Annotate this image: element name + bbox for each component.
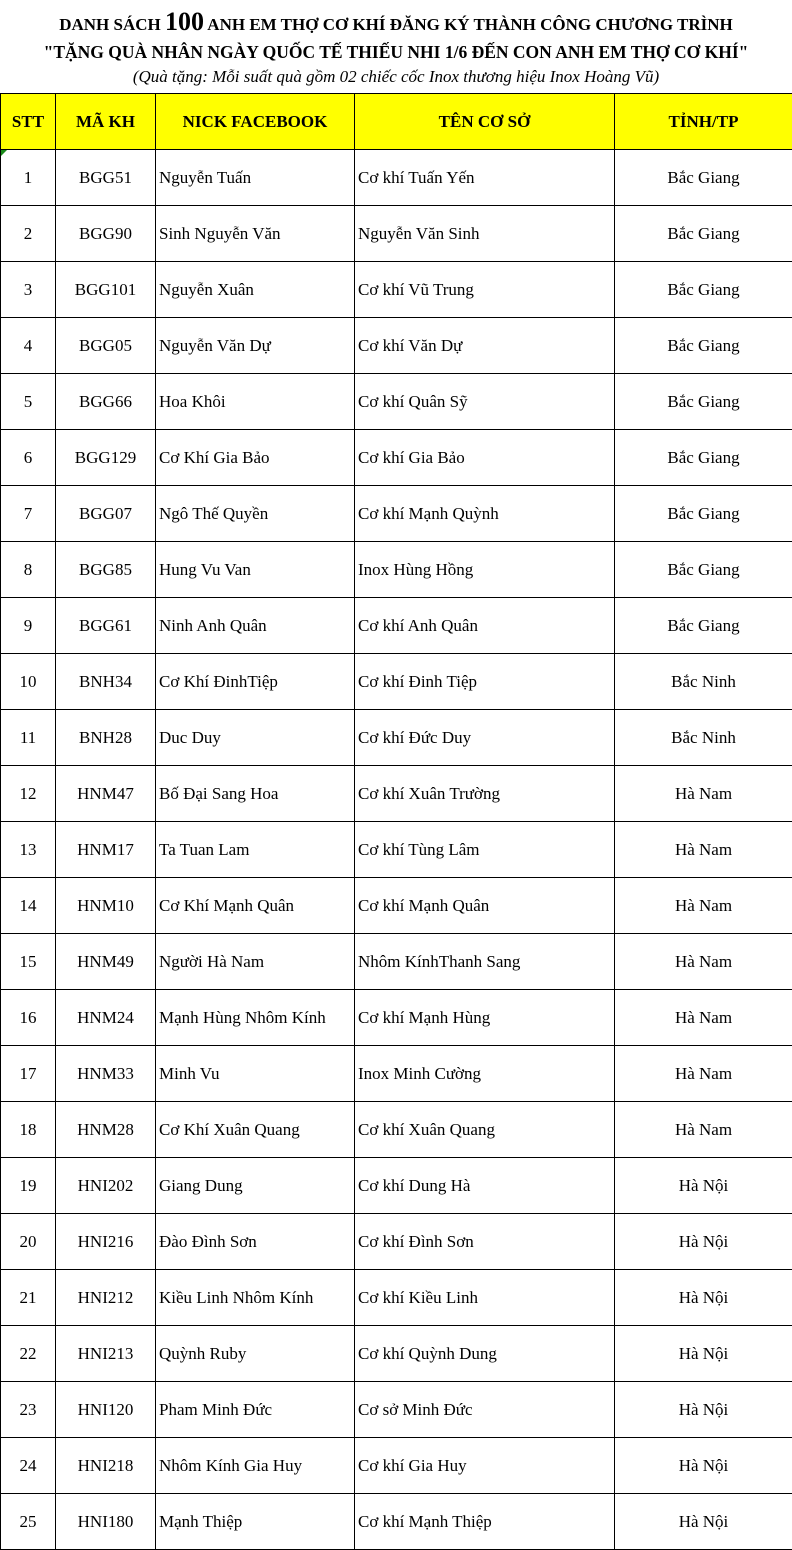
cell-tinh-tp: Bắc Giang <box>615 318 792 374</box>
cell-stt: 24 <box>1 1438 56 1494</box>
cell-tinh-tp: Bắc Giang <box>615 262 792 318</box>
column-header-ma-kh: MÃ KH <box>56 94 156 150</box>
cell-tinh-tp: Hà Nội <box>615 1214 792 1270</box>
cell-ten-co-so: Cơ khí Xuân Quang <box>355 1102 615 1158</box>
table-row <box>1 1494 792 1550</box>
cell-nick-facebook: Quỳnh Ruby <box>156 1326 355 1382</box>
cell-ma-kh: BGG51 <box>56 150 156 206</box>
cell-stt: 15 <box>1 934 56 990</box>
cell-ten-co-so: Cơ khí Tùng Lâm <box>355 822 615 878</box>
cell-tinh-tp: Bắc Giang <box>615 430 792 486</box>
table-row <box>1 598 792 654</box>
table-row <box>1 822 792 878</box>
table-row <box>1 262 792 318</box>
cell-nick-facebook: Ta Tuan Lam <box>156 822 355 878</box>
cell-nick-facebook: Người Hà Nam <box>156 934 355 990</box>
cell-tinh-tp: Hà Nội <box>615 1270 792 1326</box>
registration-table <box>0 93 792 1550</box>
cell-ten-co-so: Cơ khí Dung Hà <box>355 1158 615 1214</box>
cell-tinh-tp: Bắc Ninh <box>615 710 792 766</box>
cell-nick-facebook: Nhôm Kính Gia Huy <box>156 1438 355 1494</box>
cell-ma-kh: BGG07 <box>56 486 156 542</box>
cell-tinh-tp: Bắc Giang <box>615 598 792 654</box>
cell-ten-co-so: Cơ khí Quỳnh Dung <box>355 1326 615 1382</box>
cell-stt: 21 <box>1 1270 56 1326</box>
cell-ten-co-so: Nhôm KínhThanh Sang <box>355 934 615 990</box>
table-row <box>1 878 792 934</box>
table-row <box>1 1438 792 1494</box>
cell-tinh-tp: Bắc Giang <box>615 486 792 542</box>
cell-ma-kh: BGG66 <box>56 374 156 430</box>
cell-ma-kh: HNI213 <box>56 1326 156 1382</box>
cell-nick-facebook: Pham Minh Đức <box>156 1382 355 1438</box>
table-row <box>1 990 792 1046</box>
cell-ten-co-so: Cơ khí Gia Bảo <box>355 430 615 486</box>
cell-stt: 14 <box>1 878 56 934</box>
title-line-2: "TẶNG QUÀ NHÂN NGÀY QUỐC TẾ THIẾU NHI 1/6 ĐẾN CON ANH EM THỢ CƠ KHÍ" <box>43 42 749 62</box>
cell-ma-kh: BGG90 <box>56 206 156 262</box>
cell-stt: 16 <box>1 990 56 1046</box>
cell-tinh-tp: Hà Nam <box>615 934 792 990</box>
cell-ten-co-so: Cơ khí Đức Duy <box>355 710 615 766</box>
title-line-1-prefix: DANH SÁCH <box>59 15 165 34</box>
cell-tinh-tp: Hà Nội <box>615 1494 792 1550</box>
column-header-tinh-tp: TỈNH/TP <box>615 94 792 150</box>
cell-stt: 11 <box>1 710 56 766</box>
cell-ma-kh: BGG85 <box>56 542 156 598</box>
cell-ma-kh: BGG61 <box>56 598 156 654</box>
cell-ten-co-so: Cơ khí Gia Huy <box>355 1438 615 1494</box>
cell-ten-co-so: Cơ khí Mạnh Quân <box>355 878 615 934</box>
table-row <box>1 1382 792 1438</box>
cell-nick-facebook: Hoa Khôi <box>156 374 355 430</box>
cell-stt: 13 <box>1 822 56 878</box>
cell-ten-co-so: Nguyễn Văn Sinh <box>355 206 615 262</box>
column-header-stt: STT <box>1 94 56 150</box>
cell-tinh-tp: Hà Nam <box>615 990 792 1046</box>
title-count: 100 <box>165 7 204 36</box>
table-row <box>1 1102 792 1158</box>
table-row <box>1 1046 792 1102</box>
column-header-nick-facebook: NICK FACEBOOK <box>156 94 355 150</box>
cell-tinh-tp: Hà Nội <box>615 1326 792 1382</box>
cell-ma-kh: HNI218 <box>56 1438 156 1494</box>
cell-ten-co-so: Cơ khí Anh Quân <box>355 598 615 654</box>
table-row <box>1 150 792 206</box>
title-line-1-suffix: ANH EM THỢ CƠ KHÍ ĐĂNG KÝ THÀNH CÔNG CHƯƠNG TRÌNH <box>204 15 733 34</box>
cell-ma-kh: HNI202 <box>56 1158 156 1214</box>
cell-ma-kh: BNH28 <box>56 710 156 766</box>
cell-nick-facebook: Kiều Linh Nhôm Kính <box>156 1270 355 1326</box>
table-row <box>1 934 792 990</box>
cell-stt: 8 <box>1 542 56 598</box>
cell-stt: 7 <box>1 486 56 542</box>
cell-ten-co-so: Inox Hùng Hồng <box>355 542 615 598</box>
cell-stt: 1 <box>1 150 56 206</box>
cell-nick-facebook: Mạnh Hùng Nhôm Kính <box>156 990 355 1046</box>
cell-ten-co-so: Cơ khí Mạnh Quỳnh <box>355 486 615 542</box>
cell-ten-co-so: Cơ khí Mạnh Thiệp <box>355 1494 615 1550</box>
cell-tinh-tp: Hà Nam <box>615 1046 792 1102</box>
cell-tinh-tp: Hà Nam <box>615 1102 792 1158</box>
cell-ten-co-so: Cơ khí Tuấn Yến <box>355 150 615 206</box>
cell-stt: 20 <box>1 1214 56 1270</box>
subtitle: (Quà tặng: Mỗi suất quà gồm 02 chiếc cốc Inox thương hiệu Inox Hoàng Vũ) <box>132 67 660 86</box>
title-line-1 <box>0 7 792 37</box>
cell-indicator-icon <box>1 150 7 156</box>
cell-tinh-tp: Bắc Giang <box>615 374 792 430</box>
cell-ma-kh: BNH34 <box>56 654 156 710</box>
cell-stt: 23 <box>1 1382 56 1438</box>
cell-nick-facebook: Duc Duy <box>156 710 355 766</box>
cell-stt: 5 <box>1 374 56 430</box>
cell-nick-facebook: Bố Đại Sang Hoa <box>156 766 355 822</box>
cell-stt: 22 <box>1 1326 56 1382</box>
table-row <box>1 654 792 710</box>
cell-ten-co-so: Cơ khí Kiều Linh <box>355 1270 615 1326</box>
cell-stt: 9 <box>1 598 56 654</box>
cell-ten-co-so: Cơ khí Mạnh Hùng <box>355 990 615 1046</box>
cell-nick-facebook: Cơ Khí ĐinhTiệp <box>156 654 355 710</box>
cell-nick-facebook: Minh Vu <box>156 1046 355 1102</box>
cell-stt: 10 <box>1 654 56 710</box>
cell-ten-co-so: Cơ khí Văn Dự <box>355 318 615 374</box>
table-row <box>1 542 792 598</box>
cell-ma-kh: HNM49 <box>56 934 156 990</box>
cell-tinh-tp: Hà Nam <box>615 766 792 822</box>
cell-ten-co-so: Cơ khí Đinh Tiệp <box>355 654 615 710</box>
table-row <box>1 766 792 822</box>
cell-ten-co-so: Cơ sở Minh Đức <box>355 1382 615 1438</box>
table-row <box>1 1214 792 1270</box>
cell-nick-facebook: Cơ Khí Xuân Quang <box>156 1102 355 1158</box>
cell-tinh-tp: Hà Nội <box>615 1382 792 1438</box>
cell-ma-kh: BGG101 <box>56 262 156 318</box>
cell-nick-facebook: Cơ Khí Mạnh Quân <box>156 878 355 934</box>
cell-ma-kh: HNM10 <box>56 878 156 934</box>
cell-nick-facebook: Đào Đình Sơn <box>156 1214 355 1270</box>
cell-ma-kh: BGG05 <box>56 318 156 374</box>
cell-tinh-tp: Hà Nội <box>615 1158 792 1214</box>
cell-tinh-tp: Hà Nội <box>615 1438 792 1494</box>
cell-ten-co-so: Cơ khí Xuân Trường <box>355 766 615 822</box>
cell-stt: 18 <box>1 1102 56 1158</box>
cell-ten-co-so: Cơ khí Đình Sơn <box>355 1214 615 1270</box>
cell-ma-kh: BGG129 <box>56 430 156 486</box>
cell-stt: 12 <box>1 766 56 822</box>
cell-ma-kh: HNM28 <box>56 1102 156 1158</box>
cell-stt: 6 <box>1 430 56 486</box>
cell-tinh-tp: Hà Nam <box>615 878 792 934</box>
cell-nick-facebook: Nguyễn Văn Dự <box>156 318 355 374</box>
cell-ma-kh: HNI212 <box>56 1270 156 1326</box>
cell-nick-facebook: Giang Dung <box>156 1158 355 1214</box>
cell-nick-facebook: Ngô Thế Quyền <box>156 486 355 542</box>
cell-nick-facebook: Nguyễn Tuấn <box>156 150 355 206</box>
cell-ma-kh: HNI216 <box>56 1214 156 1270</box>
table-row <box>1 430 792 486</box>
cell-nick-facebook: Nguyễn Xuân <box>156 262 355 318</box>
cell-nick-facebook: Mạnh Thiệp <box>156 1494 355 1550</box>
cell-tinh-tp: Bắc Giang <box>615 542 792 598</box>
table-row <box>1 374 792 430</box>
cell-ma-kh: HNM47 <box>56 766 156 822</box>
cell-ma-kh: HNI120 <box>56 1382 156 1438</box>
cell-stt: 2 <box>1 206 56 262</box>
cell-ten-co-so: Cơ khí Quân Sỹ <box>355 374 615 430</box>
cell-stt: 3 <box>1 262 56 318</box>
cell-tinh-tp: Bắc Ninh <box>615 654 792 710</box>
table-header-row <box>1 94 792 150</box>
cell-tinh-tp: Hà Nam <box>615 822 792 878</box>
cell-nick-facebook: Sinh Nguyễn Văn <box>156 206 355 262</box>
cell-tinh-tp: Bắc Giang <box>615 206 792 262</box>
cell-ma-kh: HNI180 <box>56 1494 156 1550</box>
table-row <box>1 1326 792 1382</box>
cell-stt: 17 <box>1 1046 56 1102</box>
document-header <box>0 0 792 93</box>
cell-ma-kh: HNM24 <box>56 990 156 1046</box>
cell-nick-facebook: Ninh Anh Quân <box>156 598 355 654</box>
table-row <box>1 710 792 766</box>
cell-stt: 25 <box>1 1494 56 1550</box>
column-header-ten-co-so: TÊN CƠ SỞ <box>355 94 615 150</box>
table-row <box>1 318 792 374</box>
table-row <box>1 206 792 262</box>
cell-stt: 19 <box>1 1158 56 1214</box>
cell-nick-facebook: Hung Vu Van <box>156 542 355 598</box>
cell-ma-kh: HNM17 <box>56 822 156 878</box>
cell-ten-co-so: Cơ khí Vũ Trung <box>355 262 615 318</box>
table-row <box>1 1270 792 1326</box>
cell-ma-kh: HNM33 <box>56 1046 156 1102</box>
cell-ten-co-so: Inox Minh Cường <box>355 1046 615 1102</box>
cell-nick-facebook: Cơ Khí Gia Bảo <box>156 430 355 486</box>
cell-stt: 4 <box>1 318 56 374</box>
table-row <box>1 1158 792 1214</box>
table-row <box>1 486 792 542</box>
cell-tinh-tp: Bắc Giang <box>615 150 792 206</box>
table-body <box>1 150 792 1550</box>
